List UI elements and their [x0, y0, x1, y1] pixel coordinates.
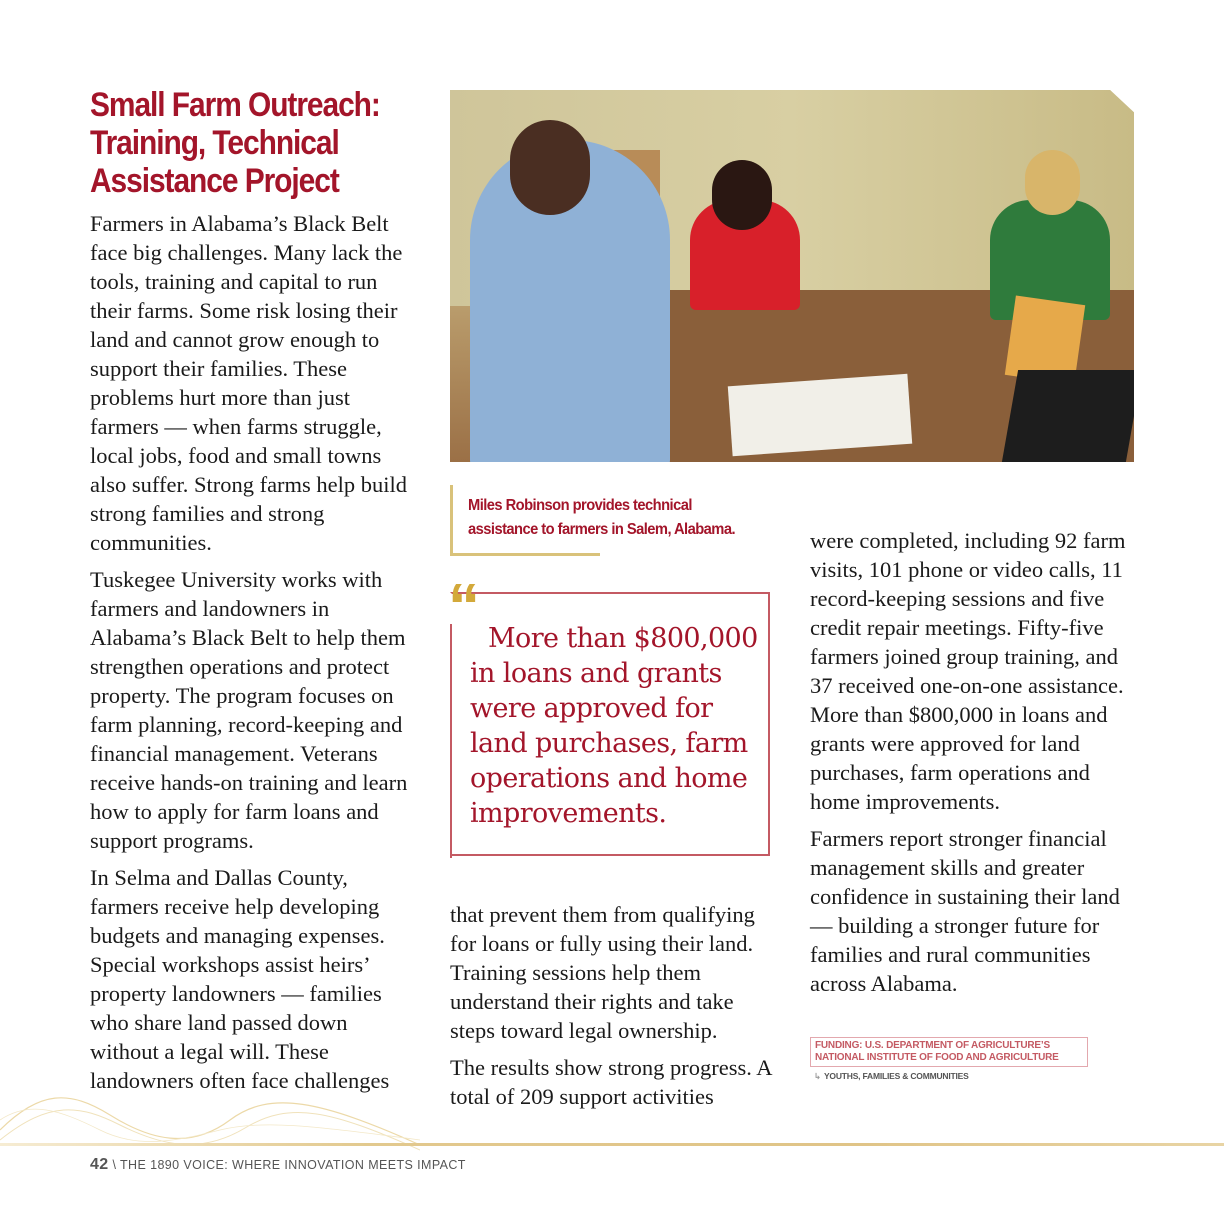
footer-rule: [0, 1143, 1224, 1146]
funding-label: FUNDING: U.S. DEPARTMENT OF AGRICULTURE’S NATIONAL INSTITUTE OF FOOD AND AGRICULTURE: [810, 1037, 1088, 1067]
pull-quote-left-rule: [450, 624, 452, 858]
column-2: [450, 900, 780, 1119]
quote-mark-icon: “: [448, 570, 480, 642]
paragraph: The results show strong progress. A total of 209 support activities: [450, 1055, 772, 1109]
article-title: Small Farm Outreach: Training, Technical Assistance Project: [90, 86, 380, 200]
farmers-meeting-photo: [450, 90, 1134, 462]
paragraph: Farmers report stronger financial management skills and greater confidence in sustaining their land — building a stronger future for families and rural communities across Alabama.: [810, 826, 1120, 996]
topic-label: YOUTHS, FAMILIES & COMMUNITIES: [823, 1071, 969, 1081]
column-3: [810, 526, 1140, 1006]
caption-rule: [450, 485, 453, 555]
pull-quote-text: More than $800,000 in loans and grants were approved for land purchases, farm operations and home improvements.: [470, 623, 758, 829]
paragraph: In Selma and Dallas County, farmers receive help developing budgets and managing expenses. Special workshops assist heirs’ property landowners — families who share land passed down without a legal will. These landowners often face challenges: [90, 865, 390, 1093]
paragraph: that prevent them from qualifying for loans or fully using their land. Training sessions help them understand their rights and take steps toward legal ownership.: [450, 902, 755, 1043]
page-number: 42: [90, 1156, 109, 1173]
paragraph: Farmers in Alabama’s Black Belt face big challenges. Many lack the tools, training and capital to run their farms. Some risk losing their land and cannot grow enough to support their families. These problems hurt more than just farmers — when farms struggle, local jobs, food and small towns also suffer. Strong farms help build strong families and strong communities.: [90, 211, 408, 555]
topic-tag: [814, 1071, 969, 1082]
caption-underline: [450, 553, 600, 556]
paragraph: were completed, including 92 farm visits, 101 phone or video calls, 11 record-keeping sessions and five credit repair meetings. Fifty-five farmers joined group training, and 37 received one-on-one assistance. More than $800,000 in loans and grants were approved for land purchases, farm operations and home improvements.: [810, 528, 1126, 814]
paragraph: Tuskegee University works with farmers and landowners in Alabama’s Black Belt to help them strengthen operations and protect property. The program focuses on farm planning, record-keeping and financial management. Veterans receive hands-on training and learn how to apply for farm loans and support programs.: [90, 567, 408, 853]
photo-caption: Miles Robinson provides technical assistance to farmers in Salem, Alabama.: [468, 497, 736, 538]
column-1: [90, 209, 420, 1103]
publication-title: THE 1890 VOICE: WHERE INNOVATION MEETS IMPACT: [120, 1158, 466, 1172]
arrow-icon: ↳: [814, 1071, 821, 1081]
page-footer: [90, 1156, 466, 1174]
footer-separator: \: [108, 1158, 121, 1172]
